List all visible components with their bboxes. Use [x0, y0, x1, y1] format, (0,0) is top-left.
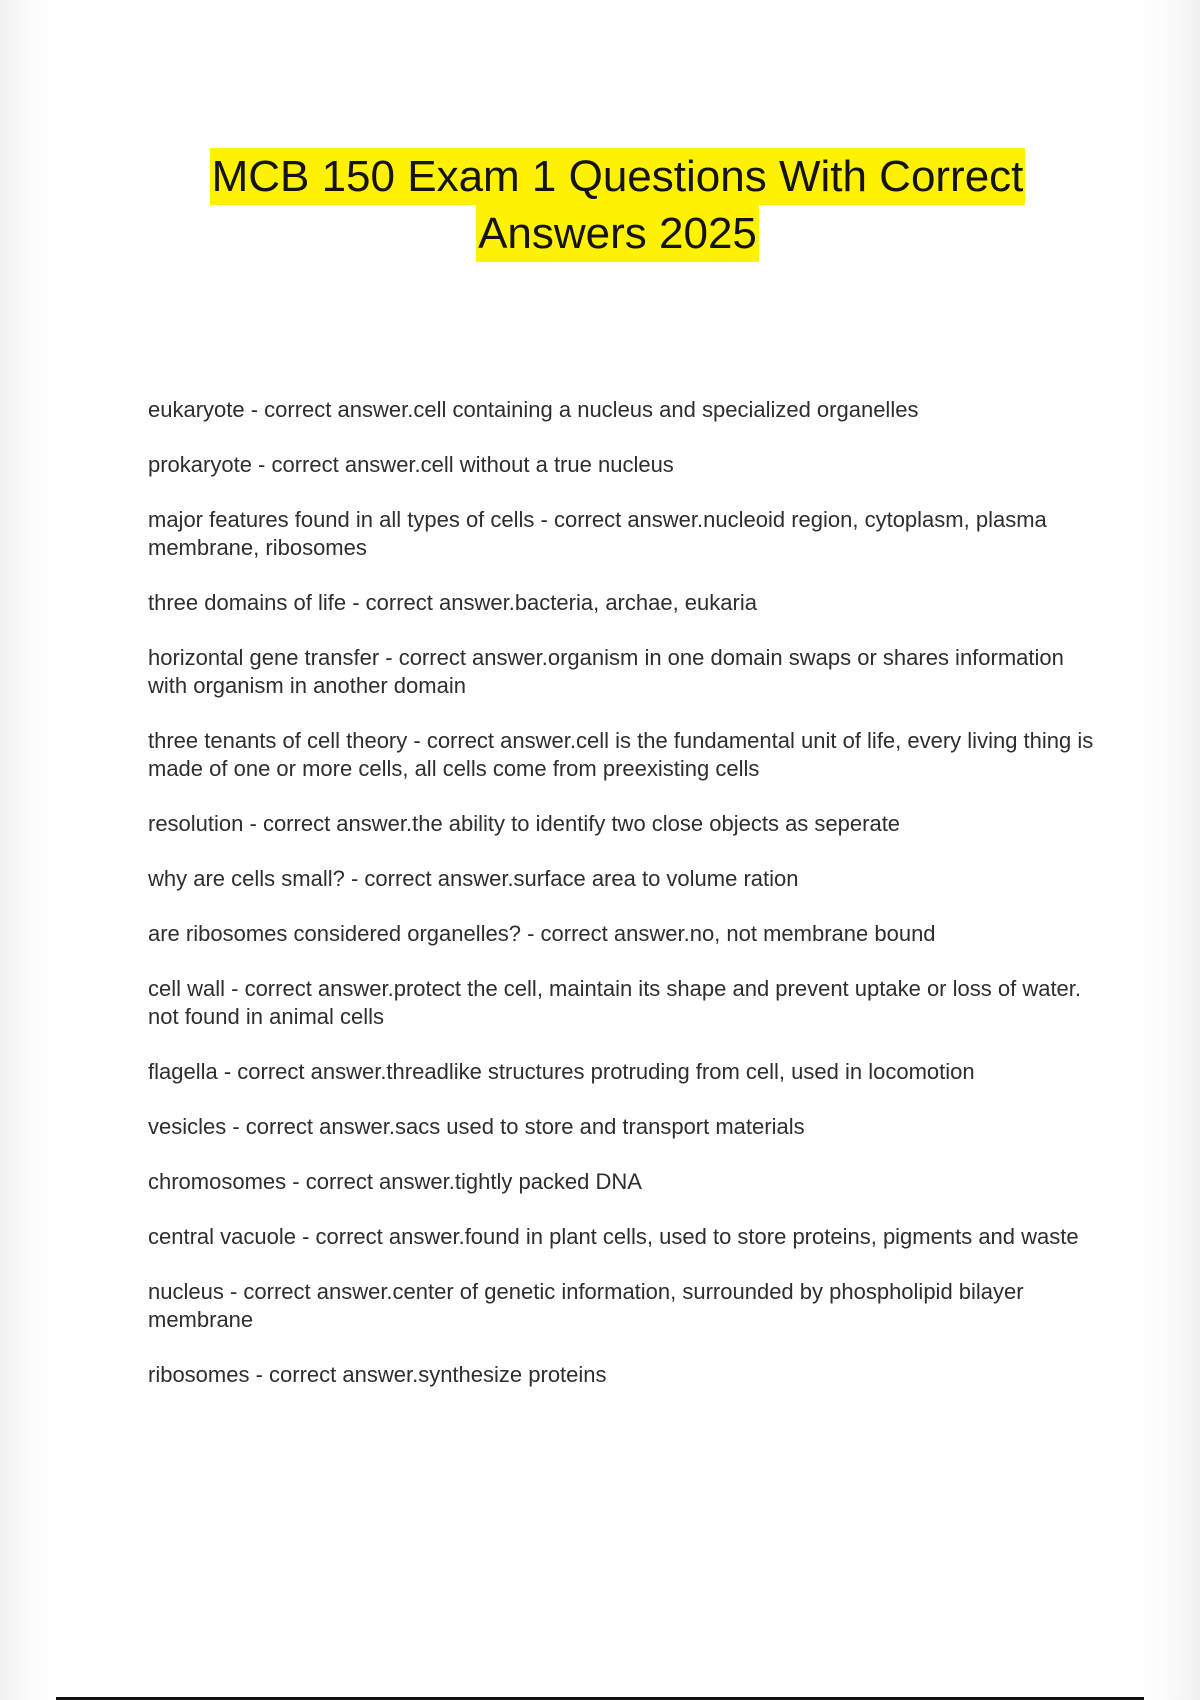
qa-item-cell-wall: cell wall - correct answer.protect the cell, maintain its shape and prevent uptake or loss of water. not found in animal cells: [148, 976, 1082, 1029]
title-line-2: Answers 2025: [476, 205, 759, 262]
qa-item-vesicles: vesicles - correct answer.sacs used to store and transport materials: [148, 1114, 805, 1139]
qa-item-cell-theory: three tenants of cell theory - correct answer.cell is the fundamental unit of life, every living thing is made of one or more cells, all cells come from preexisting cells: [148, 728, 1094, 781]
qa-item-ribosomes-organelles: are ribosomes considered organelles? - correct answer.no, not membrane bound: [148, 921, 936, 946]
qa-item-chromosomes: chromosomes - correct answer.tightly packed DNA: [148, 1169, 642, 1194]
qa-item-cells-small: why are cells small? - correct answer.surface area to volume ration: [148, 866, 799, 891]
qa-item-prokaryote: prokaryote - correct answer.cell without a true nucleus: [148, 452, 674, 477]
qa-item-flagella: flagella - correct answer.threadlike structures protruding from cell, used in locomotion: [148, 1059, 975, 1084]
title-line-1: MCB 150 Exam 1 Questions With Correct: [210, 148, 1026, 205]
document-title: [60, 148, 1175, 262]
qa-list: [148, 396, 1098, 1416]
qa-item-three-domains: three domains of life - correct answer.bacteria, archae, eukaria: [148, 590, 757, 615]
qa-item-nucleus: nucleus - correct answer.center of genetic information, surrounded by phospholipid bilayer membrane: [148, 1279, 1024, 1332]
qa-item-ribosomes: ribosomes - correct answer.synthesize proteins: [148, 1362, 607, 1387]
qa-item-horizontal-gene-transfer: horizontal gene transfer - correct answer.organism in one domain swaps or shares information with organism in another domain: [148, 645, 1064, 698]
qa-item-resolution: resolution - correct answer.the ability to identify two close objects as seperate: [148, 811, 901, 836]
qa-item-eukaryote: eukaryote - correct answer.cell containing a nucleus and specialized organelles: [148, 397, 919, 422]
qa-item-central-vacuole: central vacuole - correct answer.found in plant cells, used to store proteins, pigments and waste: [148, 1224, 1079, 1249]
qa-item-major-features: major features found in all types of cells - correct answer.nucleoid region, cytoplasm, plasma membrane, ribosomes: [148, 507, 1047, 560]
